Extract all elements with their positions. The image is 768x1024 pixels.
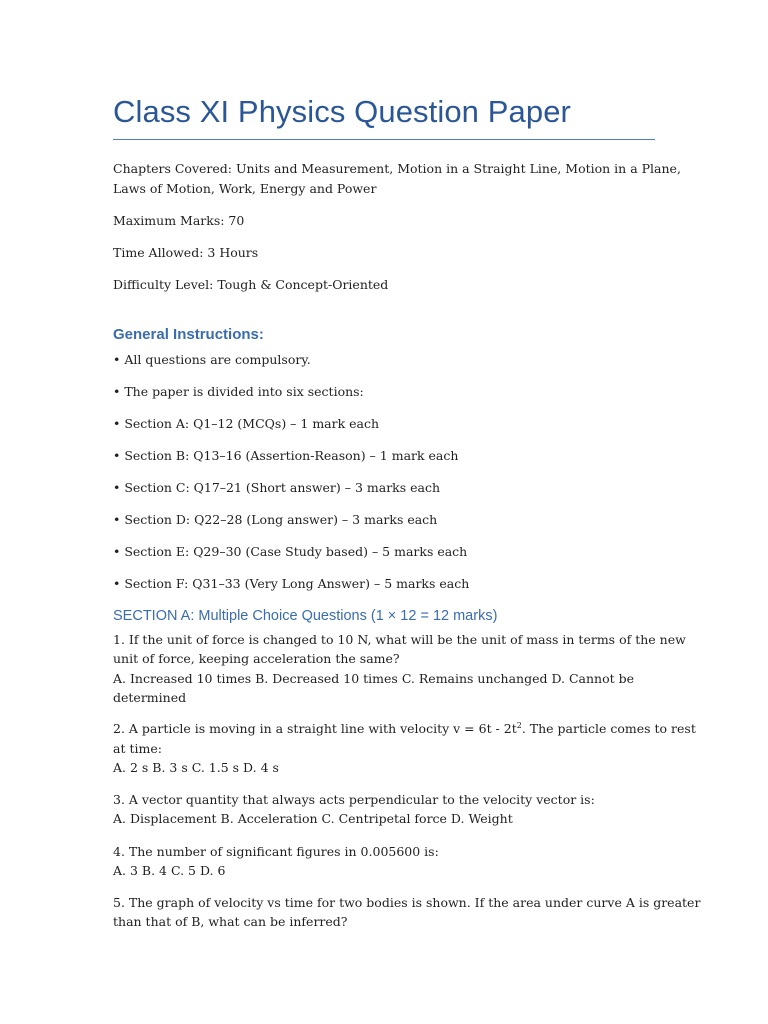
question-2-text	[113, 719, 696, 738]
instruction-item: • Section B: Q13–16 (Assertion-Reason) – 1 mark each	[113, 448, 459, 463]
time-allowed: Time Allowed: 3 Hours	[113, 245, 259, 260]
question-1-text: 1. If the unit of force is changed to 10 N, what will be the unit of mass in terms of the new	[113, 632, 686, 647]
difficulty-level: Difficulty Level: Tough & Concept-Oriented	[113, 277, 389, 292]
question-1-options: A. Increased 10 times B. Decreased 10 times C. Remains unchanged D. Cannot be	[113, 671, 635, 686]
general-instructions-heading: General Instructions:	[113, 326, 264, 343]
question-1-options-cont: determined	[113, 690, 187, 705]
chapters-covered-line-1: Chapters Covered: Units and Measurement, Motion in a Straight Line, Motion in a Plane,	[113, 161, 681, 176]
question-2-exponent: 2	[516, 720, 522, 730]
question-3-text: 3. A vector quantity that always acts perpendicular to the velocity vector is:	[113, 792, 595, 807]
question-2-options: A. 2 s B. 3 s C. 1.5 s D. 4 s	[113, 760, 279, 775]
question-5-text: 5. The graph of velocity vs time for two bodies is shown. If the area under curve A is greater	[113, 895, 701, 910]
question-4-options: A. 3 B. 4 C. 5 D. 6	[113, 863, 226, 878]
section-a-heading: SECTION A: Multiple Choice Questions (1 × 12 = 12 marks)	[113, 608, 498, 624]
document-title: Class XI Physics Question Paper	[113, 94, 571, 129]
chapters-covered-line-2: Laws of Motion, Work, Energy and Power	[113, 181, 377, 196]
title-underline	[113, 139, 655, 140]
question-4-text: 4. The number of significant figures in 0.005600 is:	[113, 844, 439, 859]
instruction-item: • The paper is divided into six sections:	[113, 384, 364, 399]
instruction-item: • All questions are compulsory.	[113, 352, 311, 367]
question-1-text-cont: unit of force, keeping acceleration the same?	[113, 651, 400, 666]
question-5-text-cont: than that of B, what can be inferred?	[113, 914, 348, 929]
instruction-item: • Section C: Q17–21 (Short answer) – 3 marks each	[113, 480, 441, 495]
question-2-text-cont: at time:	[113, 741, 162, 756]
question-2-text-a: 2. A particle is moving in a straight line with velocity v = 6t - 2t	[113, 721, 517, 736]
instruction-item: • Section D: Q22–28 (Long answer) – 3 marks each	[113, 512, 438, 527]
instruction-item: • Section F: Q31–33 (Very Long Answer) – 5 marks each	[113, 576, 470, 591]
instruction-item: • Section E: Q29–30 (Case Study based) – 5 marks each	[113, 544, 468, 559]
question-3-options: A. Displacement B. Acceleration C. Centripetal force D. Weight	[113, 811, 513, 826]
maximum-marks: Maximum Marks: 70	[113, 213, 245, 228]
question-2-text-b: . The particle comes to rest	[521, 721, 696, 736]
instruction-item: • Section A: Q1–12 (MCQs) – 1 mark each	[113, 416, 380, 431]
